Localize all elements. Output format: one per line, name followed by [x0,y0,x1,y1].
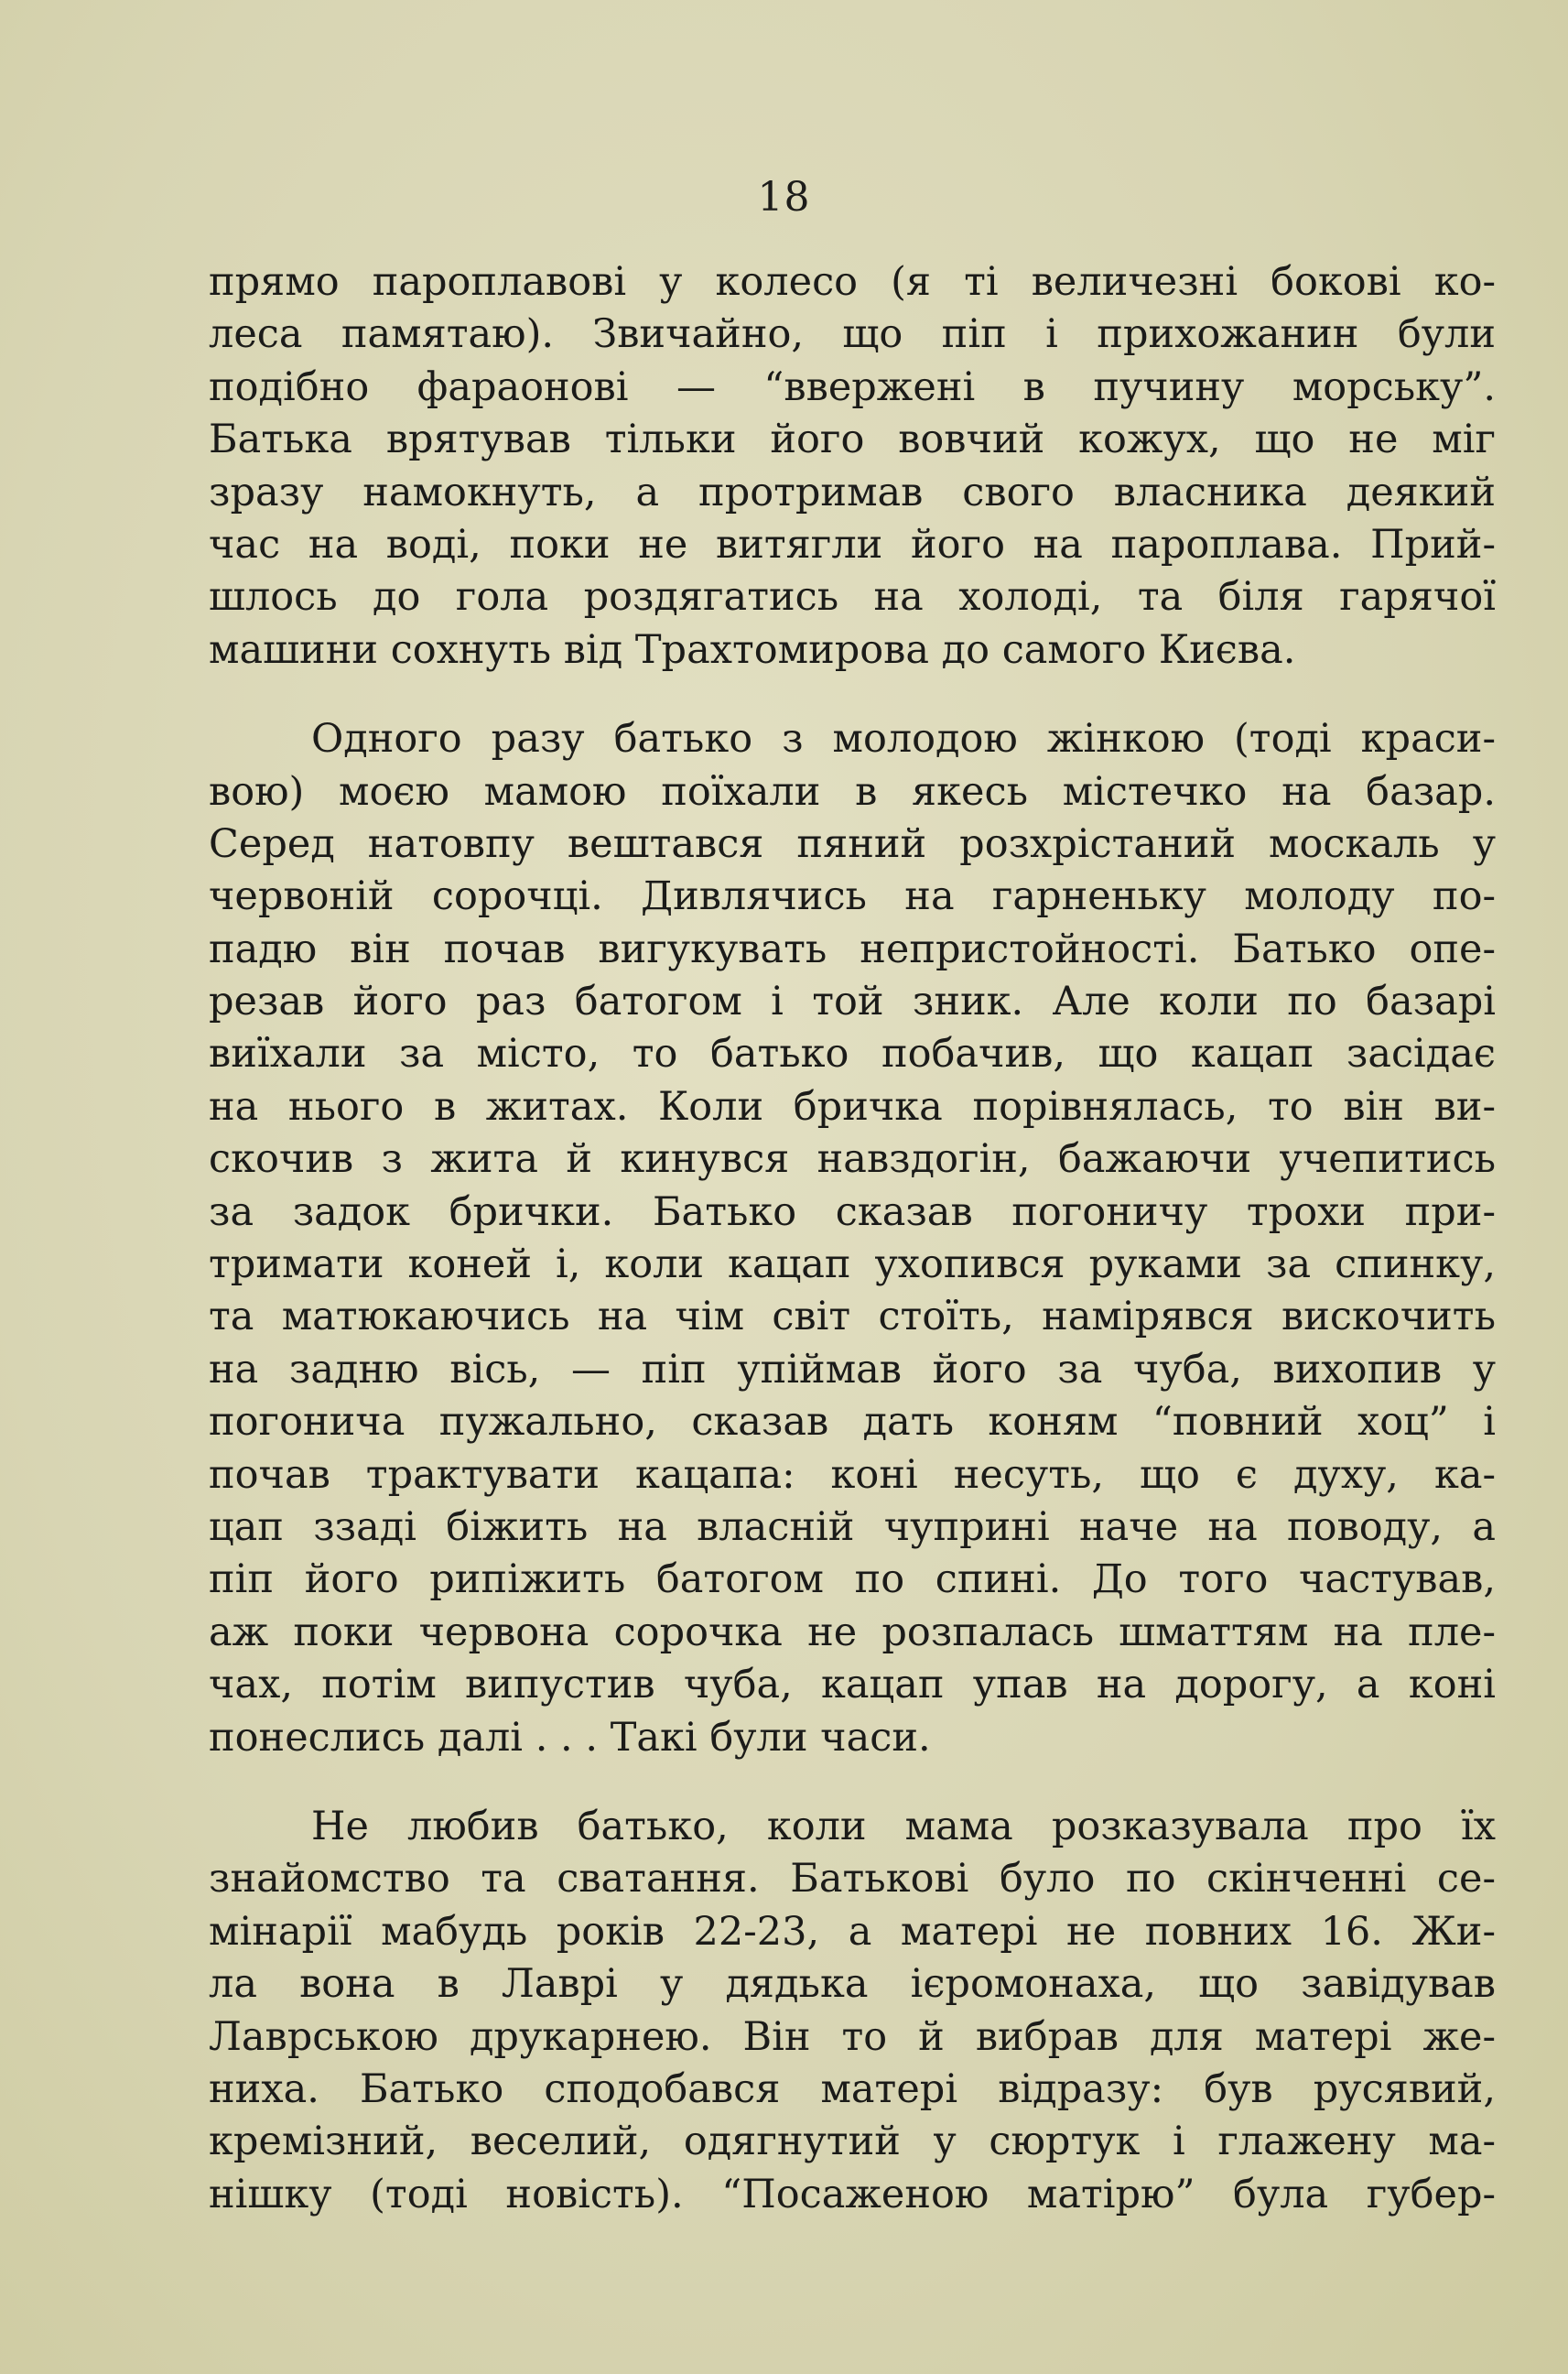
text-line: виїхали за місто, то батько побачив, що кацап засідає [209,1031,1496,1078]
text-line: вою) моєю мамою поїхали в якесь містечко на базар. [209,768,1496,815]
text-line: кремізний, веселий, одягнутий у сюртук і глажену ма- [209,2119,1496,2165]
text-line: та матюкаючись на чім світ стоїть, намірявся вискочить [209,1294,1496,1340]
text-line: леса памятаю). Звичайно, що піп і прихожанин були [209,311,1496,358]
text-line: Не любив батько, коли мама розказувала про їх [311,1803,1496,1849]
page-number: 18 [757,174,811,221]
text-line: за задок брички. Батько сказав погоничу трохи при- [209,1188,1496,1235]
text-line: резав його раз батогом і той зник. Але коли по базарі [209,979,1496,1025]
text-line: зразу намокнуть, а протримав свого власника деякий [209,469,1496,515]
text-line: ниха. Батько сподобався матері відразу: був русявий, [209,2065,1496,2112]
paragraph-spacer [209,677,1496,713]
text-line: почав трактувати кацапа: коні несуть, що є духу, ка- [209,1451,1496,1498]
text-line: Одного разу батько з молодою жінкою (тоді краси- [311,716,1496,763]
text-line: цап ззаді біжить на власній чуприні наче на поводу, а [209,1503,1496,1550]
text-line: аж поки червона сорочка не розпалась шматтям на пле- [209,1609,1496,1655]
text-line: падю він почав вигукувать непристойності. Батько опе- [209,926,1496,972]
text-line: знайомство та сватання. Батькові було по скінченні се- [209,1856,1496,1902]
paragraph-1 [209,256,1496,677]
text-line: на задню вісь, — піп упіймав його за чуба, вихопив у [209,1346,1496,1393]
text-line: прямо пароплавові у колесо (я ті величезні бокові ко- [209,259,1496,305]
text-line: шлось до гола роздягатись на холоді, та біля гарячої [209,574,1496,621]
paragraph-3 [209,1801,1496,2221]
paragraph-2 [209,713,1496,1764]
text-line: Батька врятував тільки його вовчий кожух, що не міг [209,417,1496,463]
text-line: Лаврською друкарнею. Він то й вибрав для матері же- [209,2013,1496,2060]
text-line: тримати коней і, коли кацап ухопився руками за спинку, [209,1241,1496,1288]
text-line: скочив з жита й кинувся навздогін, бажаючи учепитись [209,1136,1496,1183]
text-line: час на воді, поки не витягли його на пароплава. Прий- [209,521,1496,568]
text-line: чах, потім випустив чуба, кацап упав на дорогу, а коні [209,1662,1496,1708]
text-line: погонича пужально, сказав дать коням “повний хоц” і [209,1399,1496,1446]
text-line: понеслись далі . . . Такі були часи. [209,1714,931,1761]
text-line: червоній сорочці. Дивлячись на гарненьку молоду по- [209,873,1496,920]
text-line: нішку (тоді новість). “Посаженою матірю” була губер- [209,2171,1496,2217]
text-line: машини сохнуть від Трахтомирова до самого Києва. [209,626,1296,673]
text-line: подібно фараонові — “вверженi в пучину морську”. [209,363,1496,410]
paragraph-spacer [209,1764,1496,1801]
text-line: піп його рипіжить батогом по спині. До того частував, [209,1556,1496,1603]
text-body [209,256,1496,2221]
text-line: мінарії мабудь років 22-23, а матері не повних 16. Жи- [209,1908,1496,1955]
text-line: ла вона в Лаврі у дядька ієромонаха, що завідував [209,1961,1496,2008]
text-line: на нього в житах. Коли бричка порівнялась, то він ви- [209,1083,1496,1130]
text-line: Серед натовпу вештався пяний розхрістаний москаль у [209,820,1496,867]
